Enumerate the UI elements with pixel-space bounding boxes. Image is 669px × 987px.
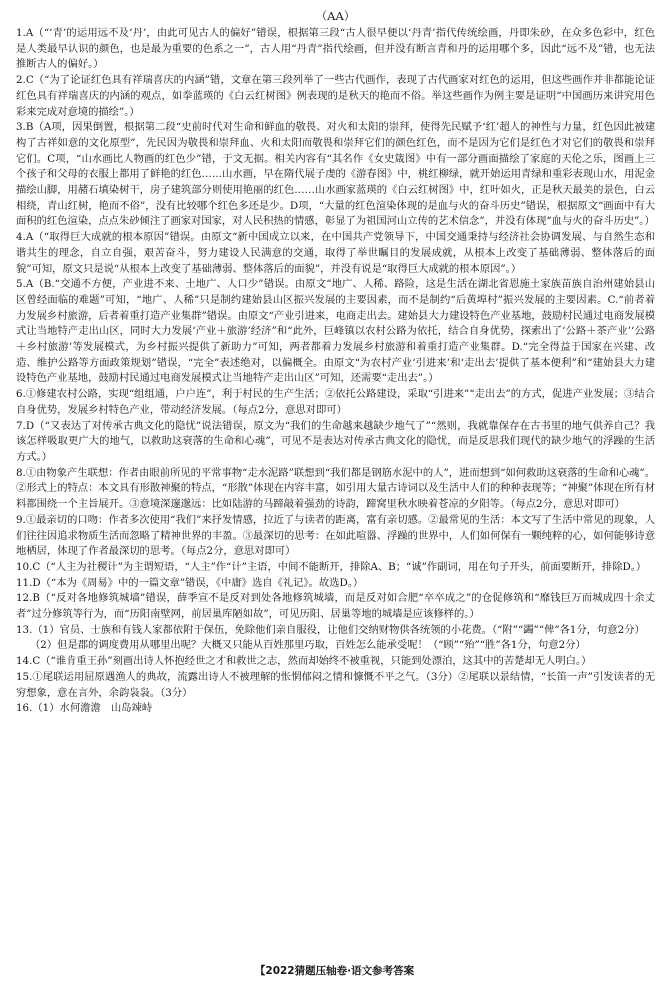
answer-text: 14.C（“谁肯重王孙”刻画出诗人怀抱经世之才和救世之志，然而却始终不被重视，只能到处漂泊，这其中的苦楚却无人明白。） (16, 655, 592, 668)
answer-item (16, 654, 655, 670)
answer-text: 10.C（“人主为社稷计”为主谓短语，“人主”作“计”主语，中间不能断开，排除A、B；“诚”作副词，用在句子开头，前面要断开，排除D。） (16, 560, 647, 573)
answer-item (16, 120, 655, 230)
answer-item (16, 230, 655, 277)
answer-item (16, 513, 655, 560)
answer-text: 5.A（B.“交通不方便，产业进不来、土地广、人口少”错误。由原文“地广、人稀、路险，这是生活在湖北省恩施土家族苗族自治州建始县山区曾经面临的难题”可知，“地广、人稀”只是制约建始县山区振兴发展的主要因素，而不是制约“后黄埠村”振兴发展的主要因素。C.“前者着力发展乡村旅游，后者着重打造产业集群”错误。由原文“产业引进来，电商走出去。建始县大力建设特色产业基地，鼓励村民通过电商发展模式让当地特产走出山区，同时大力发展‘产业＋旅游’经济”和“此外，巨峰镇以农村公路为依托，结合自身优势，探索出了‘公路＋茶产业’‘公路＋乡村旅游’等发展模式，为乡村振兴提供了新助力”可知，两者都着力发展乡村旅游和着重打造产业集群。D.“完全得益于国家在兴建、改造、维护公路等方面政策规划”错误，“完全”表述绝对，以偏概全。由原文“为农村产业‘引进来’和‘走出去’提供了基本便利”和“建始县大力建设特色产业基地，鼓励村民通过电商发展模式让当地特产走出山区”可知，还需要“走出去”。） (16, 278, 655, 385)
answer-text: 11.D（“本为《周易》中的一篇文章”错误，《中庸》选自《礼记》。故选D。） (16, 576, 364, 589)
answer-item (16, 277, 655, 387)
answer-text: 16.（1）水何澹澹 山岛竦峙 (16, 702, 153, 715)
answer-text: 13.（1）官员、士族和有钱人家都依附于保伍，免除他们亲自服役，让他们交纳财物供各统领的小花费。（“附”“蠲”“俾”各1分，句意2分） (16, 623, 645, 636)
answer-item (16, 591, 655, 622)
answer-item (16, 670, 655, 701)
answer-item (16, 623, 655, 654)
answer-item (16, 466, 655, 513)
answer-text: 15.①尾联运用屈原遇渔人的典故，流露出诗人不被理解的怅惘郁闷之情和慷慨不平之气。（3分）②尾联以景结情，“长笛一声”引发读者的无穷想象，意在言外，余韵袅袅。（3分） (16, 670, 655, 699)
page-header: （AA） (315, 9, 356, 23)
answer-text: 12.B（“反对各地修筑城墙”错误，薛季宣不是反对到处各地修筑城墙，而是反对如合肥“卒卒成之”的仓促修筑和“靡钱巨万而城成四十余丈者”过分修筑等行为，而“历阳南壁网，前居巢库陋如故”，可见历阳、居巢等地的城墙是应该修样的。） (16, 592, 655, 621)
answer-item (16, 387, 655, 418)
answer-item (16, 576, 655, 592)
answer-item (16, 26, 655, 73)
answer-item (16, 73, 655, 120)
answer-text: 2.C（“为了论证红色具有祥瑞喜庆的内涵”错，文章在第三段列举了一些古代画作，表现了古代画家对红色的运用，但这些画作并非都能论证红色具有祥瑞喜庆的内涵的观点，如拳蓝瑛的《白云红树图》例表现的是秋天的艳而不俗。举这些画作为例主要是证明“中国画历来讲究用色彩来完成对意境的描绘”。） (16, 74, 655, 118)
answer-text: 8.①由物象产生联想：作者由眼前所见的平常事物“走水泥路”联想到“我们都是钢筋水泥中的人”，进而想到“如何救助这衰落的生命和心魂”。②形式上的特点：本文具有形散神聚的特点，“形散”体现在内容丰富，如引用大量古诗词以及生活中人们的种种表现等；“神聚”体现在所有材料都围绕一个主旨展开。③意境深邃邈远：比如陆游的马蹄敲着强劲的诗韵，蹄窝里秋水映着苍凉的夕阳等。（每点2分，意思对即可） (16, 466, 655, 511)
answer-item (16, 701, 655, 717)
answer-item (16, 419, 655, 466)
answer-text: 1.A（“‘青’的运用远不及‘丹’，由此可见古人的偏好”错误，根据第三段“古人很早便以‘丹青’指代传统绘画，丹即朱砂，在众多色彩中，红色是人类最早认识的颜色，也是最为重要的色系之一”，古人用“丹青”指代绘画，但并没有断言青和丹的运用哪个多，因此“远不及”错，也无法推断古人的偏好。） (16, 27, 655, 71)
page-footer: 【2022猜题压轴卷·语文参考答案 (254, 965, 415, 977)
answer-item (16, 560, 655, 576)
answer-text: 3.B（A项，因果倒置，根据第二段“史前时代对生命和鲜血的敬畏、对火和太阳的崇拜，使得先民赋予‘红’超人的神性与力量，红色因此被建构了古祥如意的文化原型”，先民因为敬畏和崇拜血、火和太阳而敬畏和崇拜它们的颜色红色，而不是因为它们是红色才对它们的敬畏和崇拜它们。C项，“山水画比人物画的红色少”错，于文无据。相关内容有“其名作《女史箴图》中有一部分画面描绘了家庭的天伦之乐，图画上三个孩子和父母的衣服上都用了鲜艳的红色……山水画，早在隋代展子虔的《游春图》中，桃红柳绿，就开始运用青绿和重彩表现山水，用泥金描绘山脚，用赭石填染树干，房子建筑部分则使用艳丽的红色……山水画家蓝瑛的《白云红树图》中，红叶如火，正是秋天最美的景色，白云相绕，青山红树，艳而不俗”，没有比较哪个红色多还是少。D项，“大量的红色渲染体现的是血与火的奋斗历史”错误，根据原文“画面中有大面积的红色渲染，点点朱砂倾注了画家对国家，对人民积热的情感，彰显了为祖国河山立传的艺术信念”，并没有体现“血与火的奋斗历史”。） (16, 121, 655, 228)
answer-text: 4.A（“取得巨大成就的根本原因”错误。由原文“新中国成立以来，在中国共产党领导下，中国交通秉持与经济社会协调发展、与自然生态和谐共生的理念，自立自强，艰苦奋斗，努力建设人民满意的交通，取得了举世瞩目的发展成就，从根本上改变了基础薄弱、整体落后的面貌”可知，原文只是说“从根本上改变了基础薄弱、整体落后的面貌”，并没有说是“取得巨大成就的根本原因”。） (16, 231, 655, 275)
answer-subtext: （2）但是郡的调度费用从哪里出呢？大概又只能从百姓那里巧取，百姓怎么能承受呢！（“顾”“殆”“胜”各1分，句意2分） (30, 639, 586, 652)
answer-text: 6.①修建农村公路，实现“组组通，户户连”，利于村民的生产生活；②依托公路建设，采取“引进来”“走出去”的方式，促进产业发展；③结合自身优势，发展乡村特色产业，带动经济发展。（每点2分，意思对即可） (16, 388, 655, 416)
answer-text: 7.D（“又表达了对传承古典文化的隐忧”说法错误，原文为“我们的生命越来越缺少地气了”“然则，我就靠保存在古书里的地气供养自己？我该怎样吸取更广大的地气，以救助这衰落的生命和心魂”，可见不是表达对传承古典文化的隐忧，而是反思我们现代的缺少地气的浮躁的生活方式。） (16, 419, 655, 463)
answer-list (16, 26, 655, 717)
answer-text: 9.①最亲切的口吻：作者多次使用“我们”来抒发情感，拉近了与读者的距离，富有亲切感。②最常见的生活：本文写了生活中常见的现象，人们往往因追求物质生活而忽略了精神世界的丰盈。③最深切的思考：在如此喧嚣、浮躁的世界中，人们如何保有一颗纯粹的心，如何能够诗意地栖居，体现了作者最深切的思考。（每点2分，意思对即可） (16, 513, 655, 558)
